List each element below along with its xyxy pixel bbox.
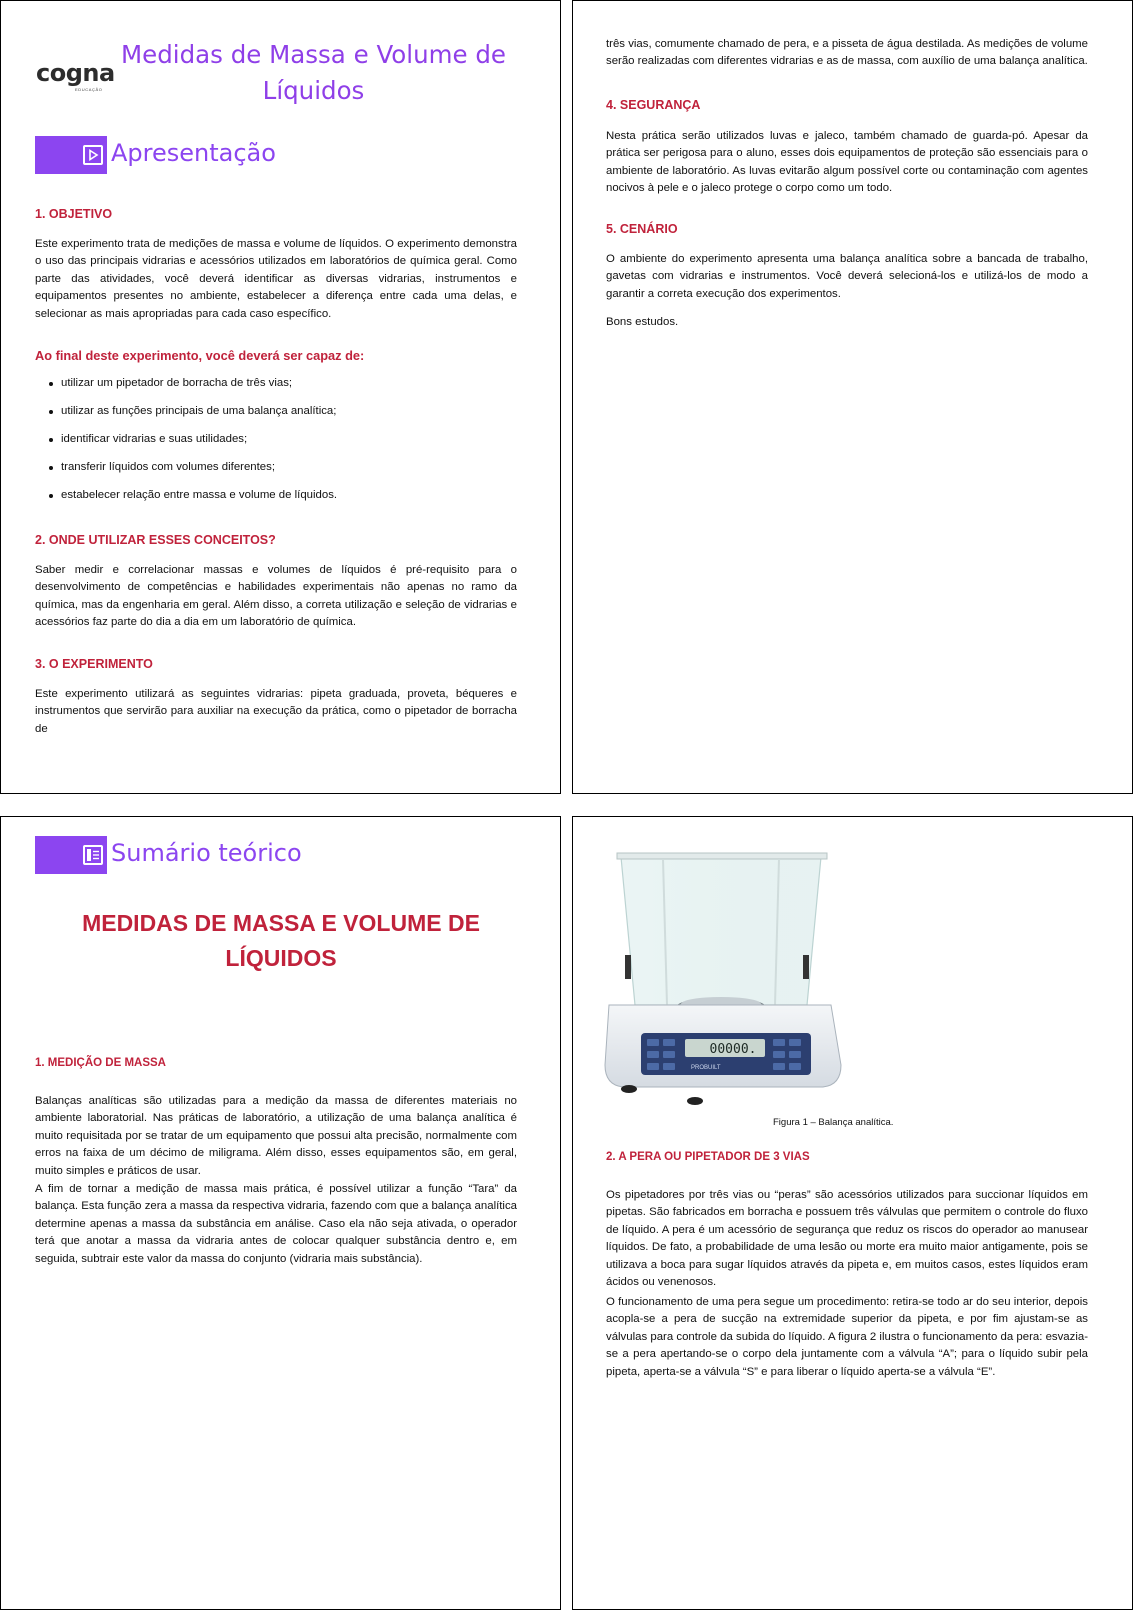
book-icon (83, 845, 103, 865)
objectives-list (45, 375, 337, 515)
heading-pera: 2. A PERA OU PIPETADOR DE 3 VIAS (606, 1151, 810, 1163)
list-item: utilizar um pipetador de borracha de três vias; (45, 375, 337, 403)
document-page-3 (0, 816, 561, 1610)
paragraph-objetivo: Este experimento trata de medições de massa e volume de líquidos. O experimento demonstra o uso das principais vidrarias e acessórios utilizados em laboratórios de química geral. Como parte das atividades, você deverá identificar as diversas vidrarias, instrumentos e equipamentos presentes no ambiente, estabelecer a diferença entre cada uma delas, e selecionar as mais apropriadas para cada caso específico. (35, 238, 517, 320)
balance-display-value: 00000. (709, 1042, 757, 1057)
play-square-icon (83, 145, 103, 165)
balance-brand: PROBUILT (691, 1065, 721, 1071)
paragraph-experimento-cont: três vias, comumente chamado de pera, e a pisseta de água destilada. As medições de volume serão realizadas com diferentes vidrarias e as de massa, com auxílio de uma balança analítica. (606, 38, 1088, 68)
heading-onde-utilizar: 2. ONDE UTILIZAR ESSES CONCEITOS? (35, 533, 276, 547)
list-item: estabelecer relação entre massa e volume de líquidos. (45, 487, 337, 515)
paragraph-experimento: Este experimento utilizará as seguintes vidrarias: pipeta graduada, proveta, béqueres e instrumentos que servirão para auxiliar na execução da prática, como o pipetador de borracha de (35, 688, 517, 735)
cogna-logo: cogna (36, 59, 115, 87)
paragraph-pera-2: O funcionamento de uma pera segue um procedimento: retira-se todo ar do seu interior, depois acopla-se a pera de sucção na extremidade superior da pipeta, e por fim ajustam-se as válvulas para controle da subida do líquido. A figura 2 ilustra o funcionamento da pera: esvazia-se a pera apertando-se o corpo dela juntamente com a válvula “A”; para o líquido subir pela pipeta, aperta-se a válvula “S” e para liberar o líquido aperta-se a válvula “E”. (606, 1296, 1088, 1378)
paragraph-medicao-1: Balanças analíticas são utilizadas para a medição da massa de diferentes materiais no ambiente laboratorial. Nas práticas de laboratório, a utilização de uma balança analítica é muito requisitada por se tratar de um equipamento que possui alta precisão, normalmente com erros na faixa de um décimo de miligrama. Além disso, esses equipamentos são, em geral, muito simples e práticos de usar. (35, 1095, 517, 1177)
theory-title: MEDIDAS DE MASSA E VOLUME DE LÍQUIDOS (82, 910, 480, 971)
paragraph-bons-estudos: Bons estudos. (606, 316, 679, 328)
heading-medicao-massa: 1. MEDIÇÃO DE MASSA (35, 1057, 166, 1069)
figure-caption: Figura 1 – Balança analítica. (773, 1117, 894, 1128)
list-item: identificar vidrarias e suas utilidades; (45, 431, 337, 459)
section-title: Apresentação (111, 139, 276, 167)
list-item: transferir líquidos com volumes diferentes; (45, 459, 337, 487)
heading-cenario: 5. CENÁRIO (606, 222, 678, 236)
analytical-balance-image (603, 847, 843, 1117)
paragraph-pera-1: Os pipetadores por três vias ou “peras” são acessórios utilizados para succionar líquidos em pipetas. São fabricados em borracha e possuem três válvulas que permitem o controle do fluxo de líquido. A pera é um acessório de segurança que reduz os riscos do operador ao manusear líquidos. De fato, a probabilidade de uma lesão ou morte era muito maior antigamente, pois se utilizava a boca para sugar líquidos através da pipeta e, em muitos casos, estes líquidos eram ácidos ou venenosos. (606, 1189, 1088, 1289)
objectives-heading: Ao final deste experimento, você deverá ser capaz de: (35, 348, 365, 363)
paragraph-cenario: O ambiente do experimento apresenta uma balança analítica sobre a bancada de trabalho, gavetas com vidrarias e instrumentos. Você deverá selecioná-los e utilizá-los de modo a garantir a correta execução dos experimentos. (606, 253, 1088, 300)
document-page-4 (572, 816, 1133, 1610)
heading-seguranca: 4. SEGURANÇA (606, 98, 701, 112)
paragraph-onde-utilizar: Saber medir e correlacionar massas e volumes de líquidos é pré-requisito para o desenvolvimento de competências e habilidades experimentais não apenas no ramo da química, mas da engenharia em geral. Além disso, a correta utilização e seleção de vidrarias e acessórios faz parte do dia a dia em um laboratório de química. (35, 564, 517, 629)
section-banner-sumario (35, 836, 302, 874)
list-item: utilizar as funções principais de uma balança analítica; (45, 403, 337, 431)
section-title: Sumário teórico (111, 839, 302, 867)
heading-experimento: 3. O EXPERIMENTO (35, 657, 153, 671)
section-banner-apresentacao (35, 136, 276, 174)
paragraph-seguranca: Nesta prática serão utilizados luvas e jaleco, também chamado de guarda-pó. Apesar da prática ser perigosa para o aluno, esses dois equipamentos de proteção são essenciais para o ambiente de laboratório. As luvas evitarão algum possível corte ou contaminação com agentes nocivos à pele e o jaleco protege o corpo como um todo. (606, 130, 1088, 195)
heading-objetivo: 1. OBJETIVO (35, 207, 113, 221)
document-page-2 (572, 0, 1133, 794)
document-page-1 (0, 0, 561, 794)
logo-subtext: EDUCAÇÃO (75, 87, 103, 92)
document-title: Medidas de Massa e Volume de Líquidos (121, 40, 506, 105)
paragraph-medicao-2: A fim de tornar a medição de massa mais prática, é possível utilizar a função “Tara” da balança. Esta função zera a massa da respectiva vidraria, fazendo com que a balança analítica determine apenas a massa da substância em análise. Caso ela não seja ativada, o operador terá que anotar a massa da vidraria antes de colocar qualquer substância dentro e, em seguida, subtrair este valor da massa do conjunto (vidraria mais substância). (35, 1183, 517, 1265)
